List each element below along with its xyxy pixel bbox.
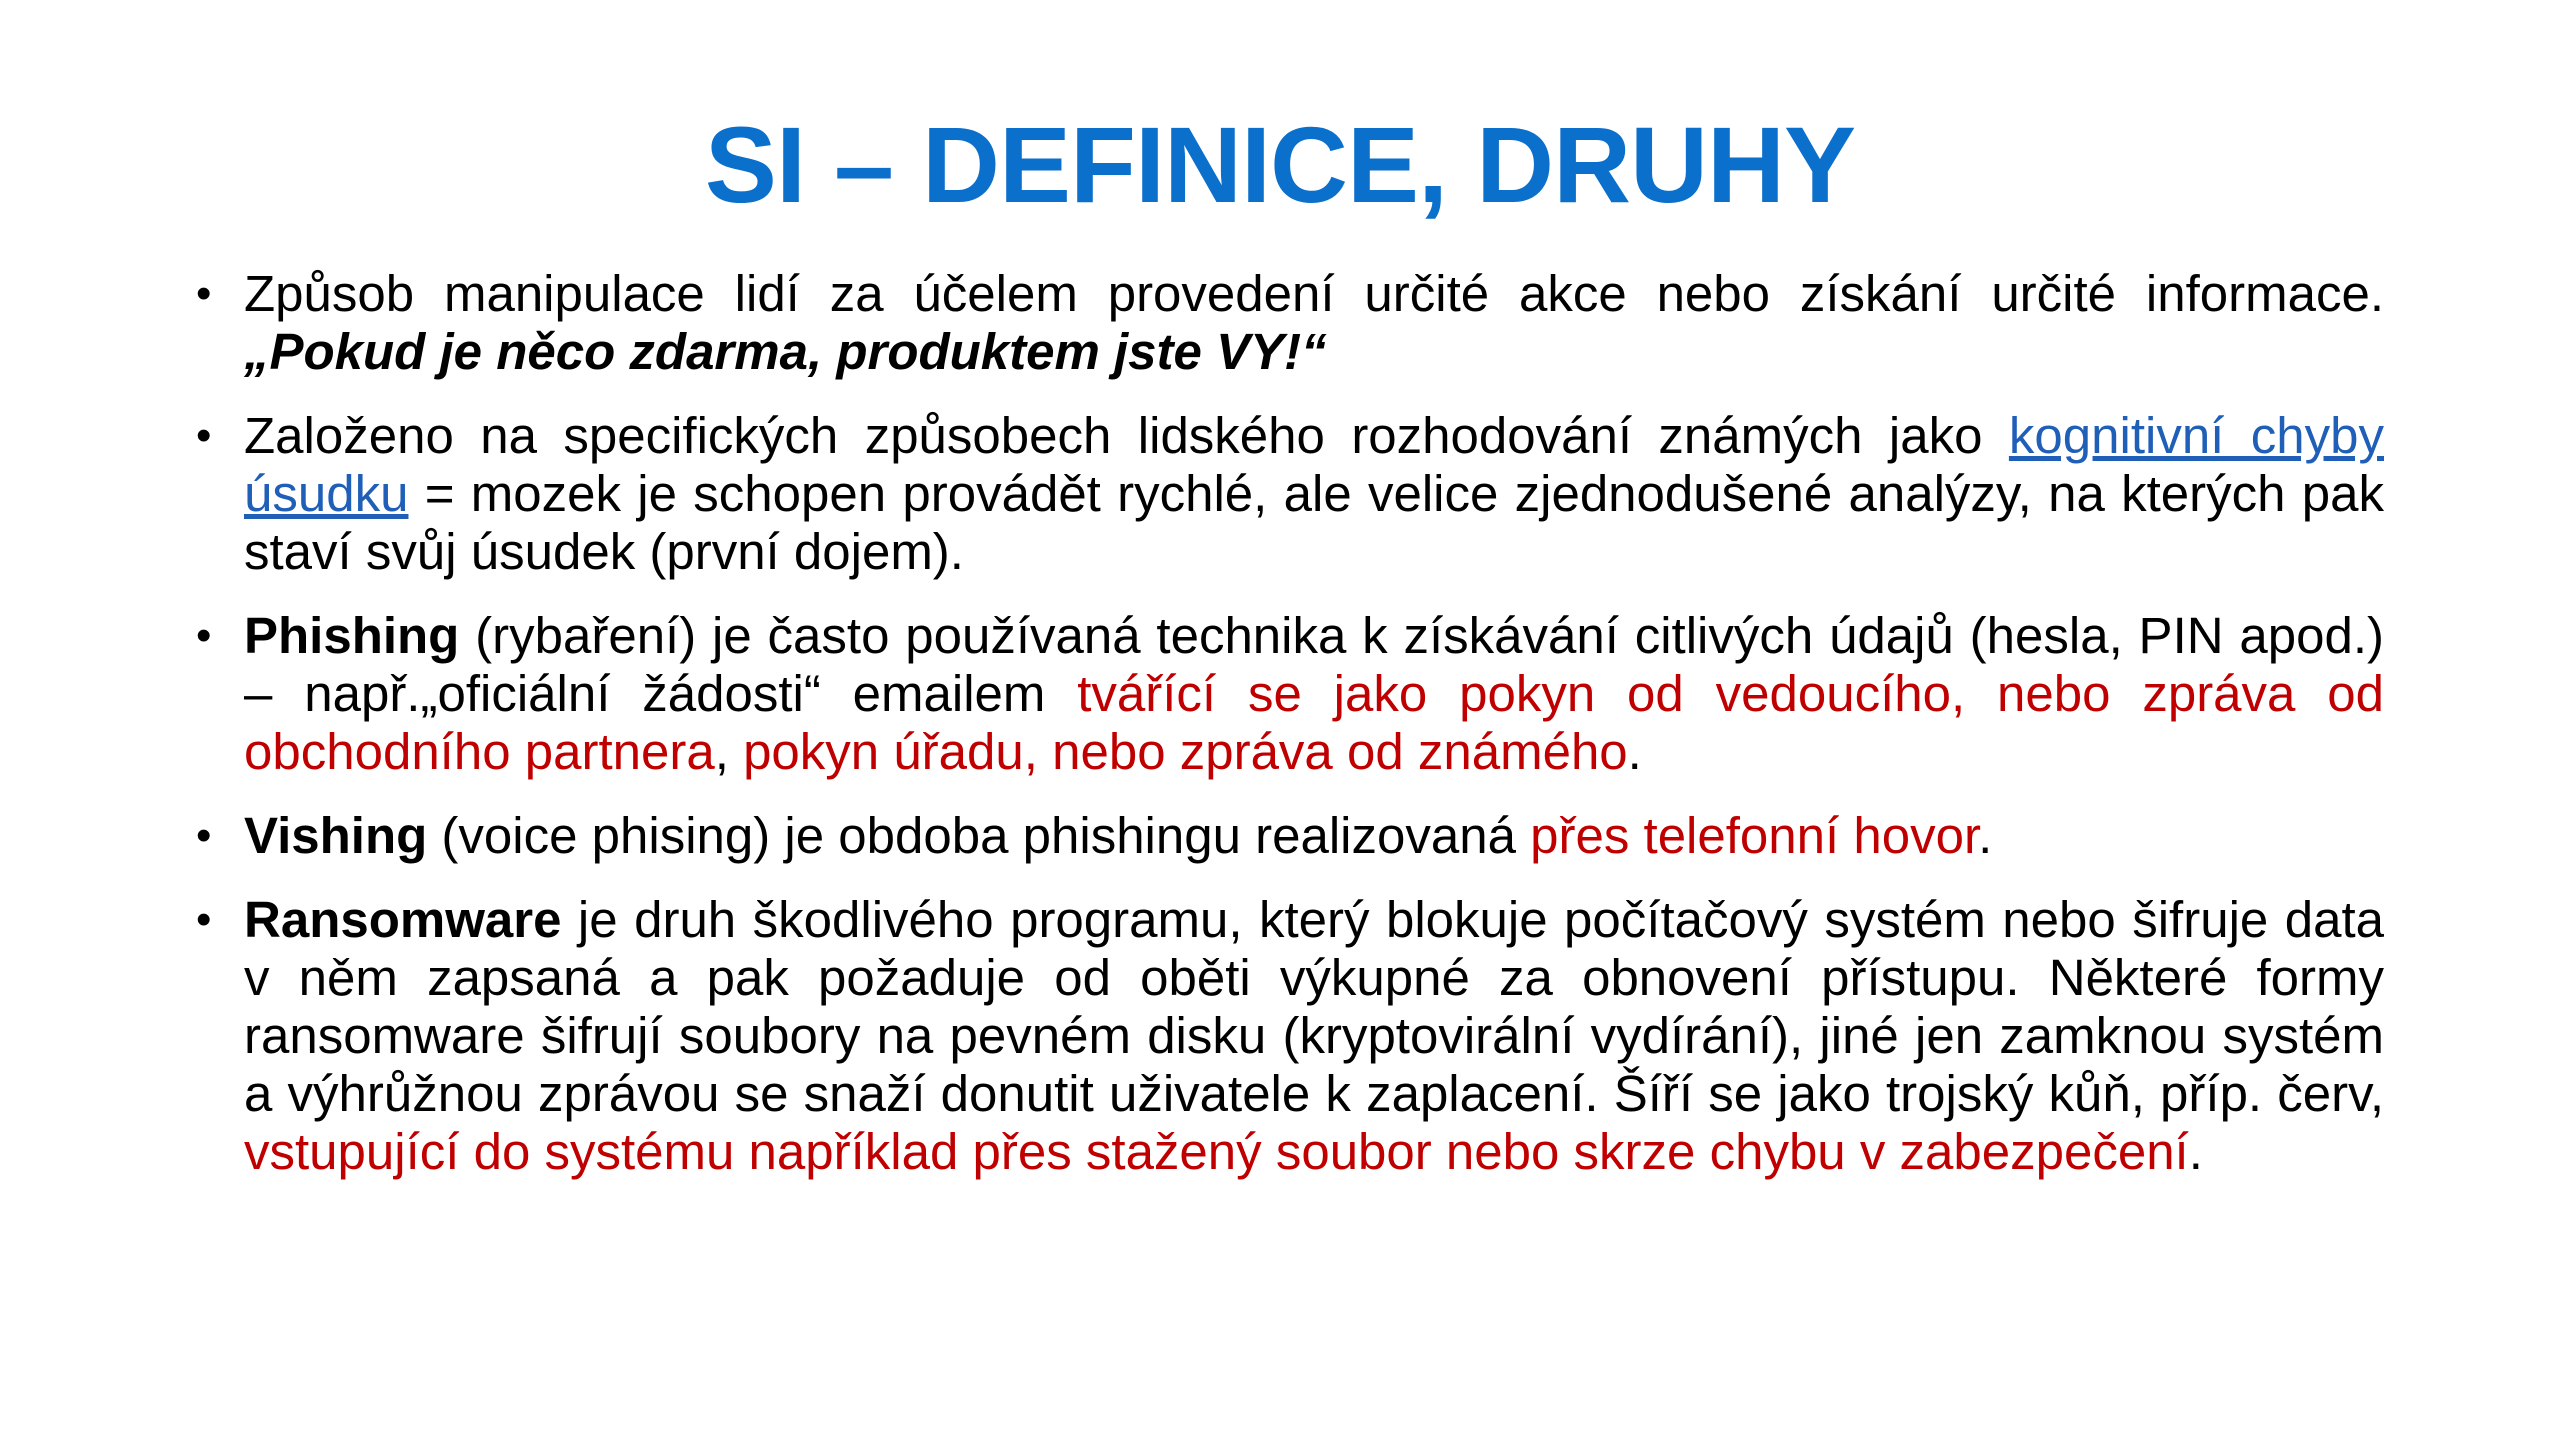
phishing-end: . — [1627, 723, 1642, 780]
bullet-list — [196, 265, 2384, 1207]
bullet-vishing — [196, 807, 2384, 865]
bullet-ransomware — [196, 891, 2384, 1181]
bullet-icon: • — [196, 611, 212, 660]
phishing-highlight-2: pokyn úřadu, nebo zpráva od známého — [743, 723, 1628, 780]
phishing-text: (rybaření) je často používaná technika k získávání citlivých údajů (hesla, PIN apod.) – např.„oficiální žádosti“ emailem — [244, 607, 2384, 722]
ransomware-term: Ransomware — [244, 891, 562, 948]
vishing-end: . — [1978, 807, 1993, 864]
ransomware-highlight: vstupující do systému například přes stažený soubor nebo skrze chybu v zabezpečení — [244, 1123, 2189, 1180]
bullet-icon: • — [196, 411, 212, 460]
bullet-cognitive-bias — [196, 407, 2384, 581]
vishing-term: Vishing — [244, 807, 428, 864]
bullet-definition — [196, 265, 2384, 381]
definition-text: Způsob manipulace lidí za účelem provedení určité akce nebo získání určité informace. — [244, 265, 2384, 322]
bullet-icon: • — [196, 811, 212, 860]
ransomware-text: je druh škodlivého programu, který blokuje počítačový systém nebo šifruje data v něm zapsaná a pak požaduje od oběti výkupné za obnovení přístupu. Některé formy ransomware šifrují soubory na pevném disku (kryptovirální vydírání), jiné jen zamknou systém a výhrůžnou zprávou se snaží donutit uživatele k zaplacení. Šíří se jako trojský kůň, příp. červ, — [244, 891, 2384, 1122]
phishing-highlight-1: tvářící se jako pokyn od vedoucího, nebo zpráva od obchodního partnera — [244, 665, 2384, 780]
cognitive-text-end: = mozek je schopen provádět rychlé, ale velice zjednodušené analýzy, na kterých pak staví svůj úsudek (první dojem). — [244, 465, 2384, 580]
bullet-icon: • — [196, 895, 212, 944]
ransomware-end: . — [2188, 1123, 2203, 1180]
bullet-icon: • — [196, 269, 212, 318]
slide-title: SI – DEFINICE, DRUHY — [704, 104, 1856, 225]
vishing-highlight: přes telefonní hovor — [1530, 807, 1979, 864]
cognitive-text-start: Založeno na specifických způsobech lidského rozhodování známých jako — [244, 407, 2009, 464]
definition-quote: „Pokud je něco zdarma, produktem jste VY!“ — [244, 323, 1327, 380]
phishing-separator: , — [714, 723, 744, 780]
vishing-text: (voice phising) je obdoba phishingu realizovaná — [427, 807, 1531, 864]
bullet-phishing — [196, 607, 2384, 781]
cognitive-bias-link[interactable]: kognitivní chyby úsudku — [244, 407, 2384, 522]
phishing-term: Phishing — [244, 607, 460, 664]
